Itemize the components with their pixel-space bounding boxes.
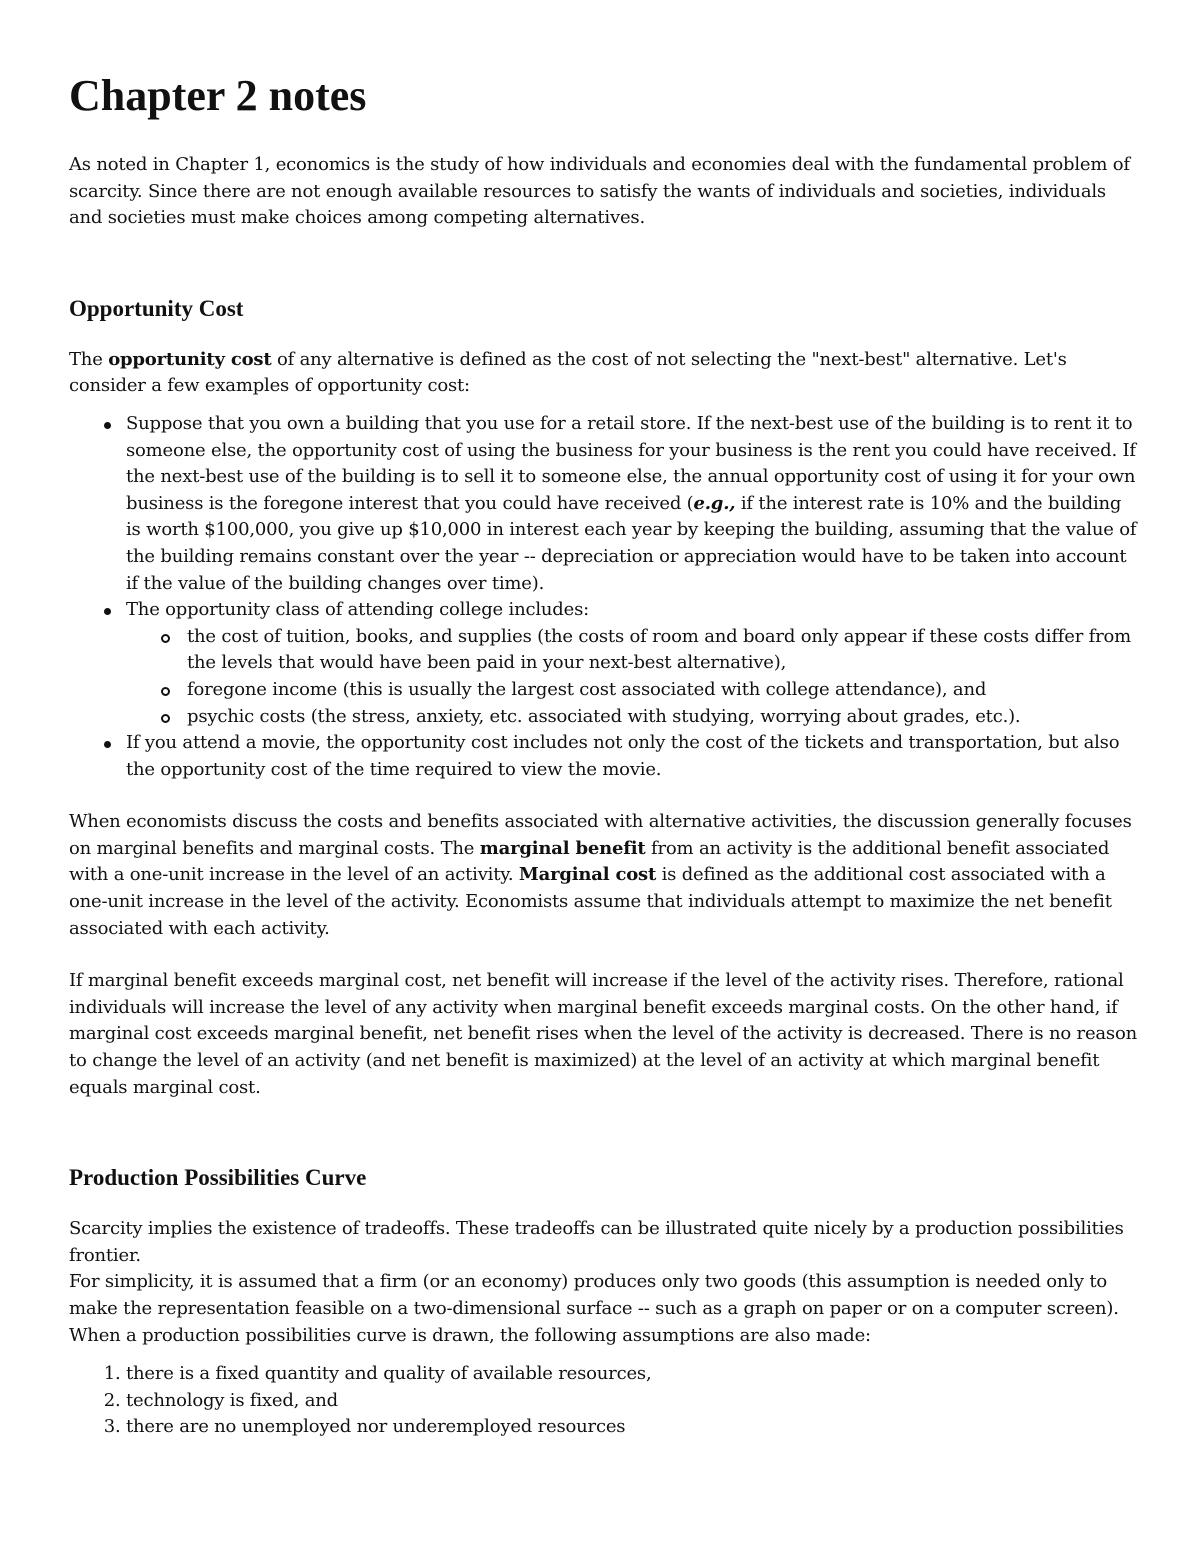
list-item: 3. there are no unemployed nor underemployed resources <box>126 1414 1140 1441</box>
intro-paragraph: As noted in Chapter 1, economics is the study of how individuals and economies deal with the fundamental problem of scarcity. Since there are not enough available resources to satisfy the wants of individuals and societies, individuals and societies must make choices among competing alternatives. <box>69 154 1130 229</box>
heading-opportunity-cost: Opportunity Cost <box>69 295 244 321</box>
term-marginal-benefit: marginal benefit <box>479 837 646 859</box>
eg-abbrev: e.g., <box>693 492 736 514</box>
list-item: If you attend a movie, the opportunity cost includes not only the cost of the tickets and transportation, but also the opportunity cost of the time required to view the movie. <box>126 730 1140 783</box>
sub-list-item: the cost of tuition, books, and supplies (the costs of room and board only appear if these costs differ from the levels that would have been paid in your next-best alternative), <box>187 624 1140 677</box>
marginal-paragraph-1: When economists discuss the costs and benefits associated with alternative activities, the discussion generally focuses on marginal benefits and marginal costs. The marginal benefit from an activity is the additional benefit associated with a one-unit increase in the level of an activity. Marginal cost is defined as the additional cost associated with a one-unit increase in the level of the activity. Economists assume that individuals attempt to maximize the net benefit associated with each activity. <box>69 811 1132 939</box>
marginal-paragraph-2: If marginal benefit exceeds marginal cost, net benefit will increase if the level of the activity rises. Therefore, rational individuals will increase the level of any activity when marginal benefit exceeds marginal costs. On the other hand, if marginal cost exceeds marginal benefit, net benefit rises when the level of the activity is decreased. There is no reason to change the level of an activity (and net benefit is maximized) at the level of an activity at which marginal benefit equals marginal cost. <box>69 970 1137 1098</box>
list-item: The opportunity class of attending college includes: the cost of tuition, books, and supplies (the costs of room and board only appear if these costs differ from the levels that would have been paid in your next-best alternative), foregone income (this is usually the largest cost associated with college attendance), and psychic costs (the stress, anxiety, etc. associated with studying, worrying about grades, etc.). <box>126 597 1140 730</box>
opportunity-cost-definition: The opportunity cost of any alternative is defined as the cost of not selecting the "next-best" alternative. Let's consider a few examples of opportunity cost: <box>69 348 1067 397</box>
opportunity-cost-examples <box>69 411 1140 783</box>
list-item: 2. technology is fixed, and <box>126 1388 1140 1415</box>
heading-production-possibilities: Production Possibilities Curve <box>69 1165 367 1191</box>
term-marginal-cost: Marginal cost <box>518 864 657 886</box>
ppc-assumptions-list <box>69 1361 1140 1441</box>
sub-list-item: foregone income (this is usually the largest cost associated with college attendance), and <box>187 677 1140 704</box>
list-item: Suppose that you own a building that you use for a retail store. If the next-best use of the building is to rent it to someone else, the opportunity cost of using the business for your business is the rent you could have received. If the next-best use of the building is to sell it to someone else, the annual opportunity cost of using it for your own business is the foregone interest that you could have received (e.g., if the interest rate is 10% and the building is worth $100,000, you give up $10,000 in interest each year by keeping the building, assuming that the value of the building remains constant over the year -- depreciation or appreciation would have to be taken into account if the value of the building changes over time). <box>126 411 1140 597</box>
page-title: Chapter 2 notes <box>69 71 367 120</box>
ppc-paragraph-1: Scarcity implies the existence of tradeoffs. These tradeoffs can be illustrated quite nicely by a production possibilities frontier. <box>69 1218 1124 1266</box>
college-costs-list <box>126 624 1140 730</box>
sub-list-item: psychic costs (the stress, anxiety, etc. associated with studying, worrying about grades, etc.). <box>187 704 1140 731</box>
term-opportunity-cost: opportunity cost <box>108 348 272 370</box>
ppc-paragraph-2: For simplicity, it is assumed that a firm (or an economy) produces only two goods (this assumption is needed only to make the representation feasible on a two-dimensional surface -- such as a graph on paper or on a computer screen). When a production possibilities curve is drawn, the following assumptions are also made: <box>69 1271 1119 1346</box>
list-item: 1. there is a fixed quantity and quality of available resources, <box>126 1361 1140 1388</box>
